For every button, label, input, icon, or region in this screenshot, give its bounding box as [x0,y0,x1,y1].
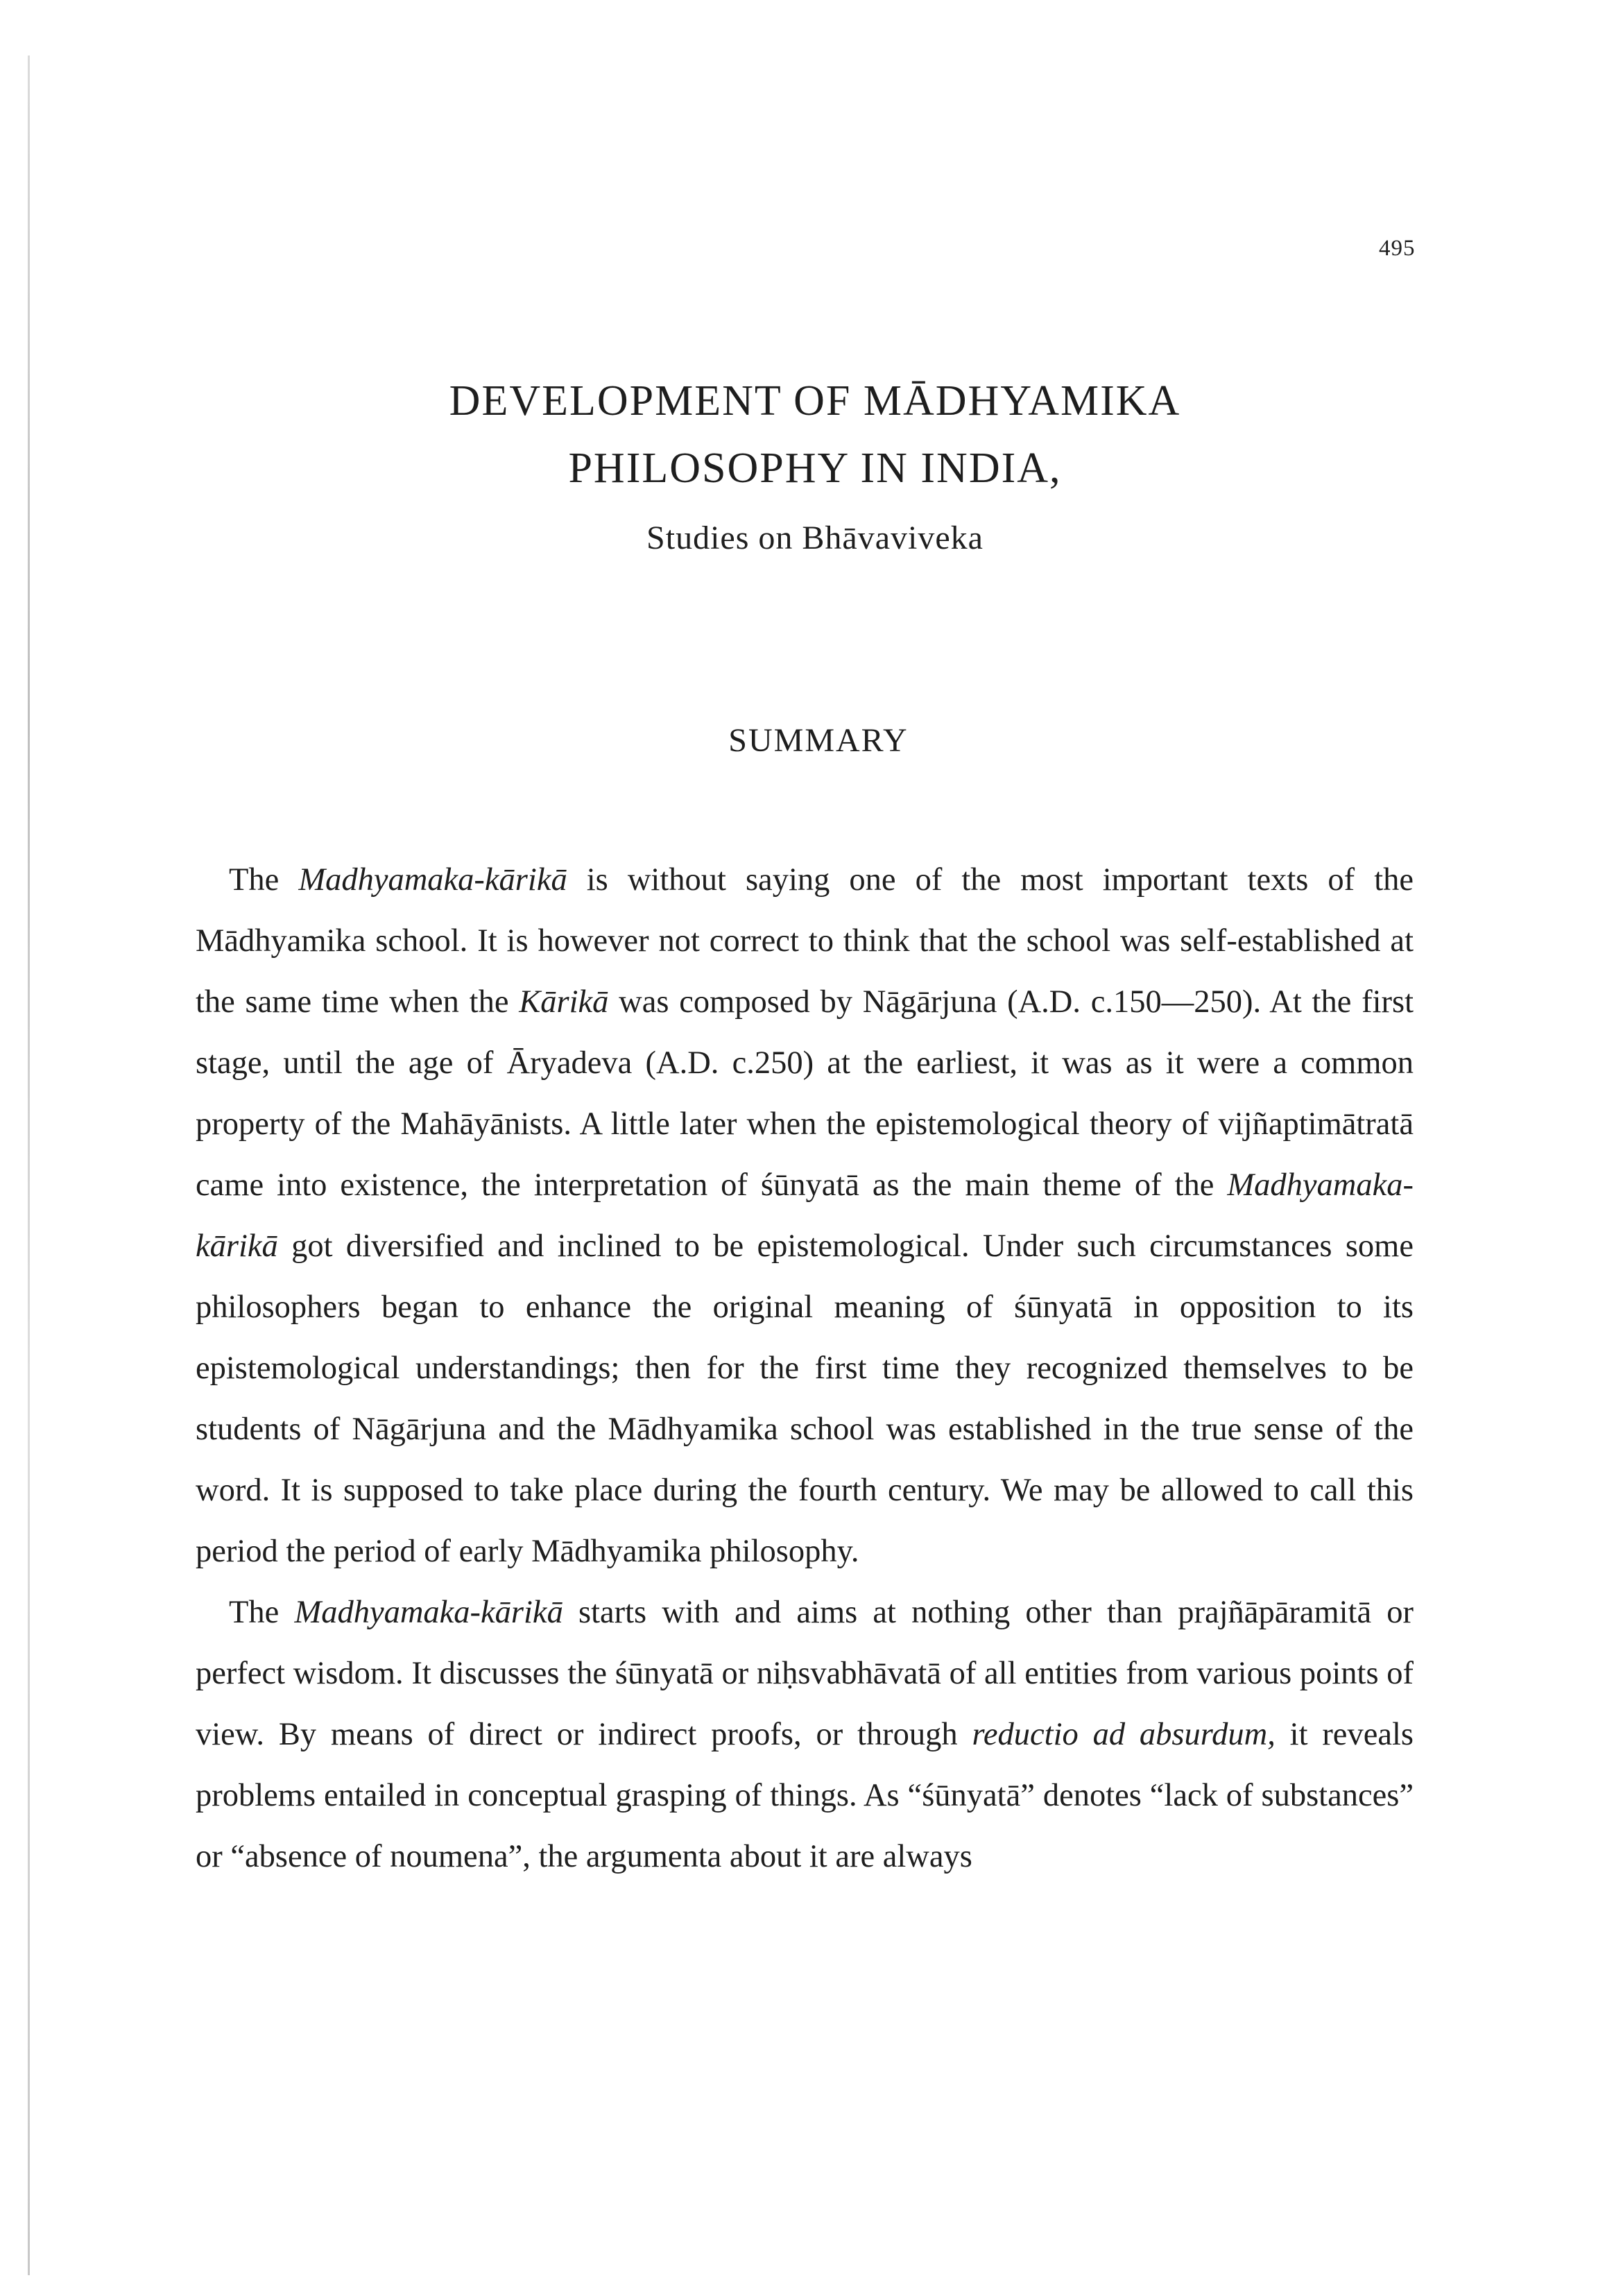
paragraph-1-text-3: was composed by Nāgārjuna (A.D. c.150—250). At the first stage, until the age of Āryadeva (A.D. c.250) at the earliest, it was as it were a common property of the Mahāyānists. A little later when the epistemological theory of vijñaptimātratā came into existence, the interpretation of śūnyatā as the main theme of the [196,984,1414,1203]
summary-heading: SUMMARY [728,722,909,759]
summary-body [196,850,1414,1887]
summary-paragraph-1 [196,850,1414,1582]
paragraph-2-text-1: The [229,1595,295,1630]
paragraph-2-text-2: starts with and aims at nothing other than prajñāpāramitā or perfect wisdom. It discusses the śūnyatā or niḥsvabhāvatā of all entities from various points of view. By means of direct or indirect proofs, or through [196,1595,1414,1752]
paragraph-2-title-madhyamaka-karika: Madhyamaka-kārikā [294,1595,563,1630]
paragraph-1-text-4: got diversified and inclined to be epistemological. Under such circumstances some philosophers began to enhance the original meaning of śūnyatā in opposition to its epistemological understandings; then for the first time they recognized themselves to be students of Nāgārjuna and the Mādhyamika school was established in the true sense of the word. It is supposed to take place during the fourth century. We may be allowed to call this period the period of early Mādhyamika philosophy. [196,1228,1414,1569]
title-line-1: DEVELOPMENT OF MĀDHYAMIKA [449,377,1181,425]
paragraph-2-text-3: it reveals problems entailed in conceptual grasping of things. As “śūnyatā” denotes “lack of substances” or “absence of noumena”, the argumenta about it are always [196,1717,1414,1874]
paragraph-1-text-2: is without saying one of the most important texts of the Mādhyamika school. It is however not correct to think that the school was self-established at the same time when the [196,862,1414,1020]
paragraph-1-title-madhyamaka-karika-2: Madhyamaka-kārikā [196,1167,1414,1264]
page-number: 495 [1379,236,1416,261]
title-line-2: PHILOSOPHY IN INDIA, [568,445,1062,492]
paragraph-1-text-1: The [229,862,299,898]
subtitle: Studies on Bhāvaviveka [646,520,984,556]
paragraph-1-title-madhyamaka-karika: Madhyamaka-kārikā [298,862,567,898]
summary-paragraph-2 [196,1582,1414,1887]
paragraph-2-term-reductio: reductio ad absurdum, [972,1717,1276,1752]
paragraph-1-title-karika: Kārikā [519,984,609,1020]
